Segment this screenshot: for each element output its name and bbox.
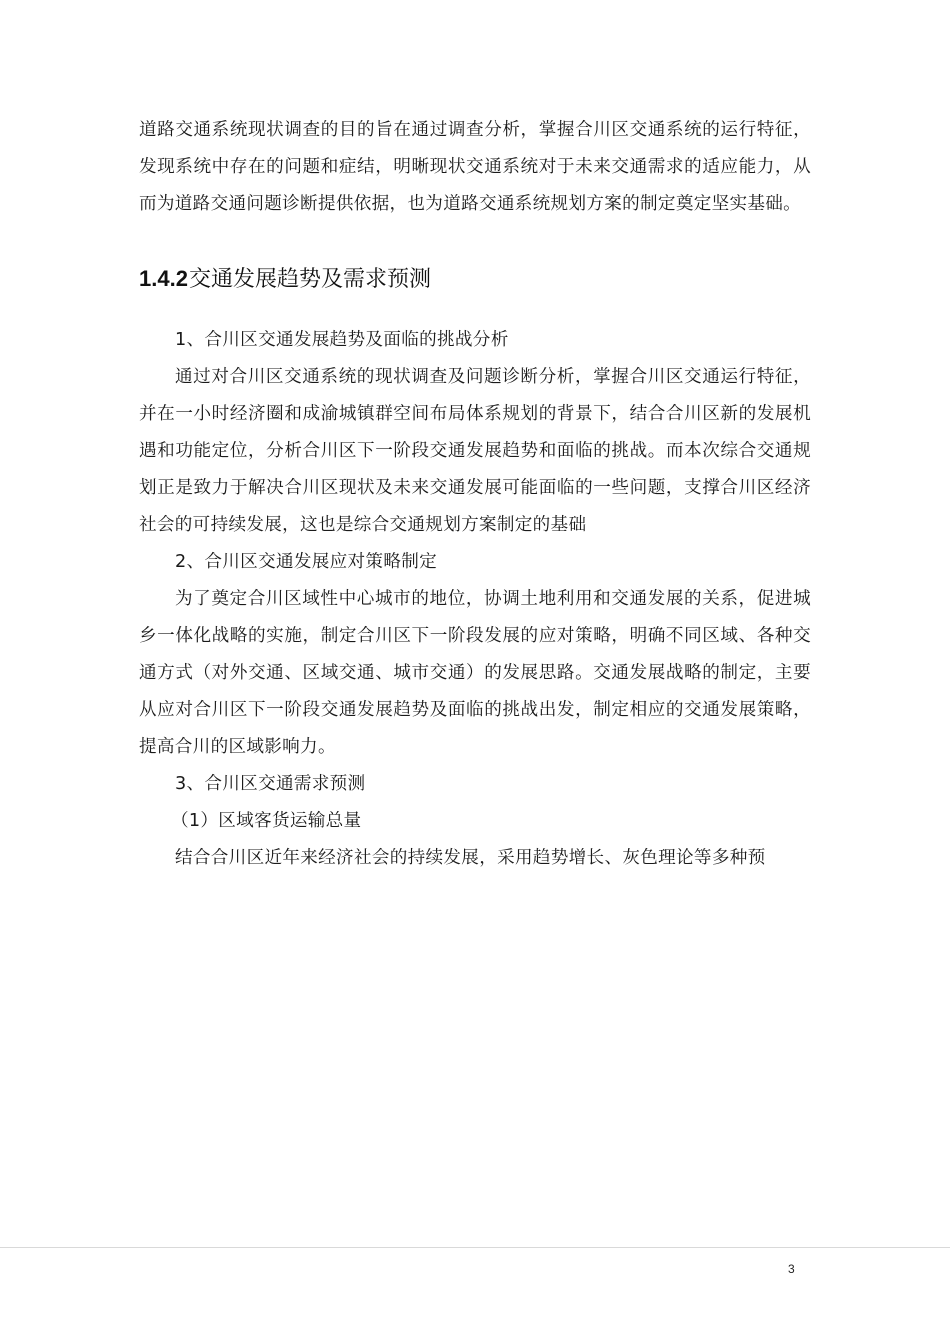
intro-paragraph: 道路交通系统现状调查的目的旨在通过调查分析，掌握合川区交通系统的运行特征，发现系统中存在的问题和症结，明晰现状交通系统对于未来交通需求的适应能力，从而为道路交通问题诊断提供依据，也为道路交通系统规划方案的制定奠定坚实基础。 <box>139 120 811 214</box>
item-3-heading: 3、合川区交通需求预测 <box>175 774 366 794</box>
item-2-body: 为了奠定合川区域性中心城市的地位，协调土地利用和交通发展的关系，促进城乡一体化战略的实施，制定合川区下一阶段发展的应对策略，明确不同区域、各种交通方式（对外交通、区域交通、城市交通）的发展思路。交通发展战略的制定，主要从应对合川区下一阶段交通发展趋势及面临的挑战出发，制定相应的交通发展策略，提高合川的区域影响力。 <box>139 589 811 757</box>
item-3-subheading: （1）区域客货运输总量 <box>171 811 362 831</box>
page-number: 3 <box>788 1262 795 1276</box>
item-1-heading: 1、合川区交通发展趋势及面临的挑战分析 <box>175 330 509 350</box>
page-content <box>139 112 811 877</box>
section-number: 1.4.2 <box>139 266 188 291</box>
section-title: 交通发展趋势及需求预测 <box>188 267 431 292</box>
footer-divider <box>0 1247 950 1248</box>
item-1-body: 通过对合川区交通系统的现状调查及问题诊断分析，掌握合川区交通运行特征，并在一小时经济圈和成渝城镇群空间布局体系规划的背景下，结合合川区新的发展机遇和功能定位，分析合川区下一阶段交通发展趋势和面临的挑战。而本次综合交通规划正是致力于解决合川区现状及未来交通发展可能面临的一些问题，支撑合川区经济社会的可持续发展，这也是综合交通规划方案制定的基础 <box>139 367 811 535</box>
section-heading <box>139 264 811 295</box>
item-3-body: 结合合川区近年来经济社会的持续发展，采用趋势增长、灰色理论等多种预 <box>175 848 766 868</box>
item-2-heading: 2、合川区交通发展应对策略制定 <box>175 552 438 572</box>
